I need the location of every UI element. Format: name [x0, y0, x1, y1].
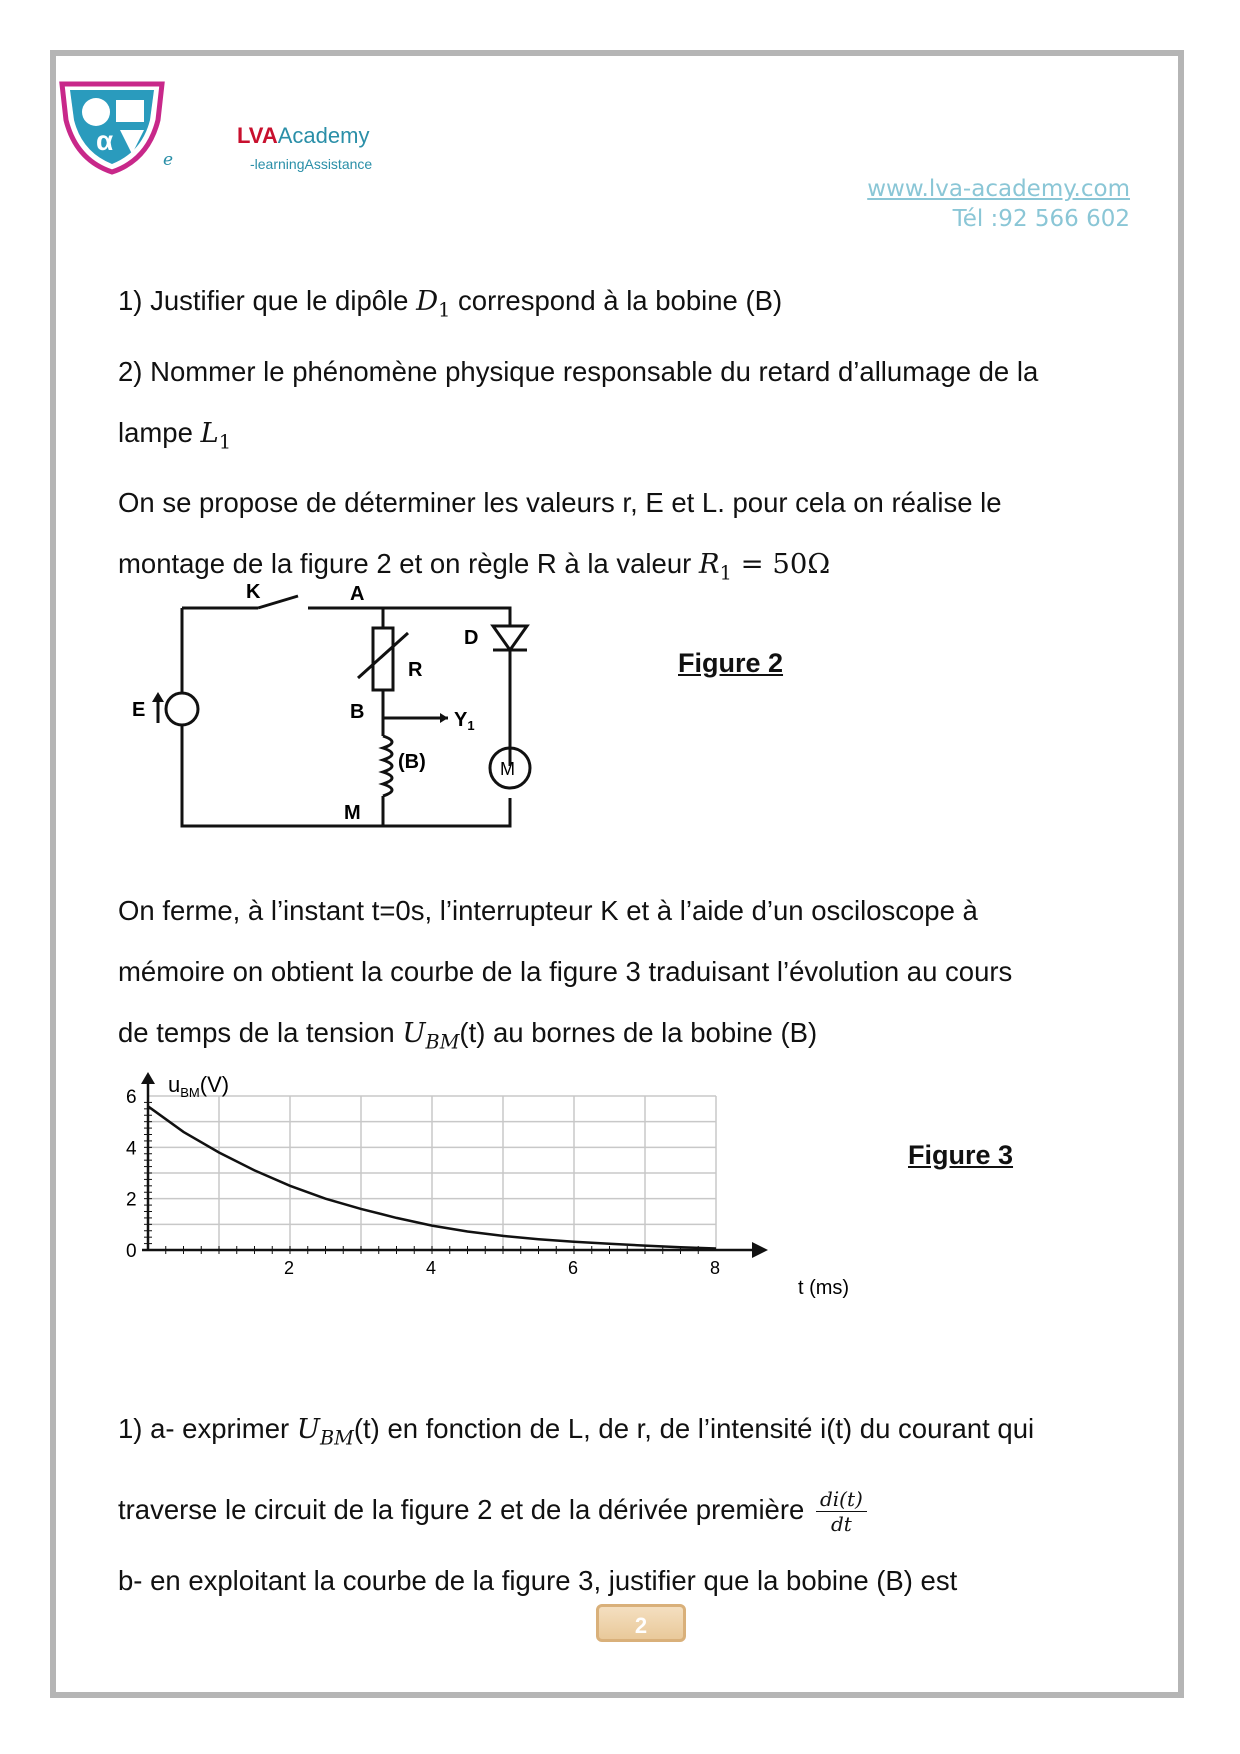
question-2-line-2: lampe $L_1$: [118, 416, 232, 453]
brand-subtitle: -learningAssistance: [250, 156, 373, 172]
coil-label: (B): [398, 751, 426, 773]
node-b-label: B: [350, 701, 365, 723]
x-tick-label: 4: [426, 1258, 437, 1278]
circuit-diagram: [118, 578, 558, 828]
derivative-fraction: $\frac{di(t)}{dt}$: [816, 1487, 867, 1536]
question-1: 1) Justifier que le dipôle $D_1$ correspond à la bobine (B): [118, 285, 783, 322]
questions-block-1: [118, 270, 1158, 604]
figure-2-label: Figure 2: [678, 648, 784, 678]
contact-block: [867, 174, 1130, 234]
x-tick-label: 8: [710, 1258, 721, 1278]
questions-block-2: [118, 1398, 1158, 1612]
intro-line-2: montage de la figure 2 et on règle R à la valeur $R_1 = 50\Omega$: [118, 548, 831, 585]
close-line-2: mémoire on obtient la courbe de la figure 3 traduisant l’évolution au cours: [118, 956, 1013, 987]
ubm-chart: [118, 1070, 868, 1350]
close-line-1: On ferme, à l’instant t=0s, l’interrupteur K et à l’aide d’un osciloscope à: [118, 895, 978, 926]
switch-label: K: [246, 581, 261, 603]
x-tick-label: 6: [568, 1258, 579, 1278]
diode-label: D: [464, 627, 479, 649]
y-tick-label: 6: [126, 1087, 137, 1108]
website-link[interactable]: www.lva-academy.com: [867, 176, 1130, 202]
resistor-label: R: [408, 659, 423, 681]
y-tick-label: 0: [126, 1241, 137, 1262]
phone-number: Tél :92 566 602: [952, 206, 1130, 232]
y-tick-label: 2: [126, 1189, 137, 1211]
brand-lva: LVA: [237, 123, 278, 148]
motor-label: M: [500, 759, 515, 779]
node-m-label: M: [344, 802, 361, 824]
x-axis-label: t (ms): [798, 1277, 850, 1299]
y-axis-label: $u_{BM}(V)$: [168, 1072, 230, 1100]
question-1b: b- en exploitant la courbe de la figure 3, justifier que la bobine (B) est: [118, 1564, 958, 1596]
experiment-description: [118, 880, 1158, 1073]
close-line-3: de temps de la tension $U_{BM}(t)$ au bornes de la bobine (B): [118, 1017, 818, 1054]
question-1a-line-2: traverse le circuit de la figure 2 et de la dérivée première $\frac{di(t)}{dt}$: [118, 1470, 1158, 1550]
generator-label: E: [132, 699, 146, 721]
question-1a-line-1: 1) a- exprimer $U_{BM}(t)$ en fonction de L, de r, de l’intensité i(t) du courant qui: [118, 1413, 1035, 1450]
question-2-line-1: 2) Nommer le phénomène physique responsable du retard d’allumage de la: [118, 355, 1039, 387]
brand-academy: Academy: [277, 123, 370, 148]
brand-name: [237, 123, 369, 149]
x-axis-arrow: [752, 1242, 768, 1258]
page-number: 2: [596, 1604, 686, 1642]
svg-text:α: α: [96, 125, 114, 156]
brand-e: e: [163, 150, 174, 170]
node-a-label: A: [350, 583, 365, 605]
intro-line-1: On se propose de déterminer les valeurs r, E et L. pour cela on réalise le: [118, 487, 1002, 518]
y-tick-label: 4: [126, 1138, 137, 1160]
chart-grid: [148, 1096, 716, 1250]
y-axis-arrow: [141, 1072, 155, 1084]
figure-3-label: Figure 3: [908, 1140, 1014, 1170]
lva-academy-logo: [58, 80, 166, 176]
x-tick-label: 2: [284, 1258, 295, 1278]
y1-label: $Y_1$: [454, 709, 475, 733]
